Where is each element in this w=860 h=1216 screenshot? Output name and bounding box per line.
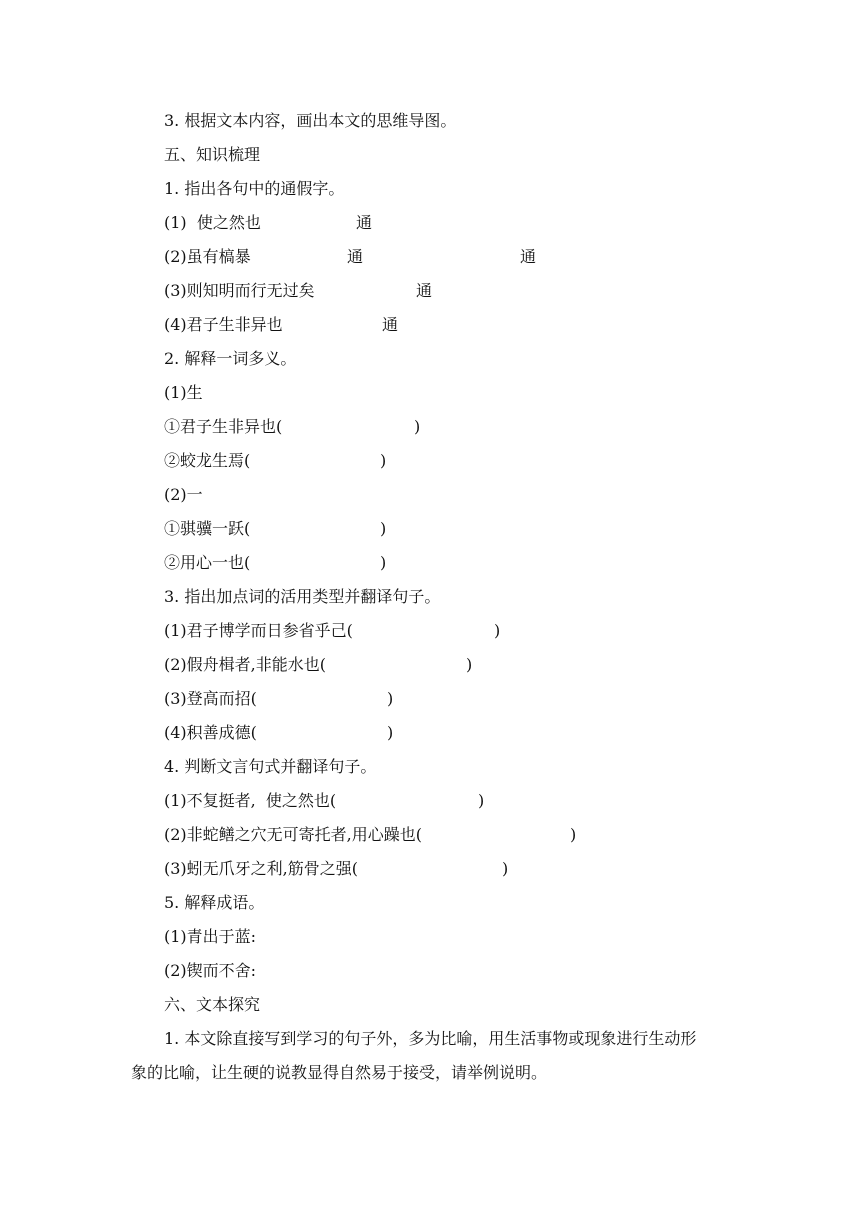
section-6-heading: 六、文本探究 <box>164 995 261 1014</box>
task-3-item-3: (3)登高而招( <box>164 689 257 708</box>
task-2-heading: 2. 解释一词多义。 <box>164 349 297 368</box>
task-2-sheng: (1)生 <box>164 383 203 402</box>
task-1-item-3-tong: 通 <box>416 281 433 300</box>
section-6-question-1-line-2: 象的比喻，让生硬的说教显得自然易于接受，请举例说明。 <box>131 1063 548 1082</box>
task-3-item-1: (1)君子博学而日参省乎己( <box>164 621 353 640</box>
task-1-item-2: (2)虽有槁暴 <box>164 247 251 266</box>
task-1-item-4-tong: 通 <box>382 315 399 334</box>
task-4-item-1: (1)不复挺者, 使之然也( <box>164 791 337 810</box>
task-1-item-2-tong-1: 通 <box>347 247 364 266</box>
task-3-item-2: (2)假舟楫者,非能水也( <box>164 655 326 674</box>
task-2-yi-2: ②用心一也( <box>164 553 251 572</box>
task-4-heading: 4. 判断文言句式并翻译句子。 <box>164 757 377 776</box>
task-1-item-1: (1) 使之然也 <box>164 213 261 232</box>
task-5-item-1: (1)青出于蓝: <box>164 927 257 946</box>
task-4-item-3: (3)蚓无爪牙之利,筋骨之强( <box>164 859 358 878</box>
task-1-item-4: (4)君子生非异也 <box>164 315 283 334</box>
task-2-yi-1: ①骐骥一跃( <box>164 519 251 538</box>
task-1-item-1-tong: 通 <box>356 213 373 232</box>
task-4-item-1-close: ) <box>478 791 485 810</box>
task-4-item-2-close: ) <box>570 825 577 844</box>
task-2-sheng-2-close: ) <box>380 451 387 470</box>
task-3-item-1-close: ) <box>494 621 501 640</box>
task-1-item-2-tong-2: 通 <box>520 247 537 266</box>
question-3-mindmap: 3. 根据文本内容，画出本文的思维导图。 <box>164 111 457 130</box>
task-4-item-3-close: ) <box>502 859 509 878</box>
task-5-item-2: (2)锲而不舍: <box>164 961 257 980</box>
task-3-item-4-close: ) <box>387 723 394 742</box>
task-4-item-2: (2)非蛇鳝之穴无可寄托者,用心躁也( <box>164 825 422 844</box>
task-2-yi: (2)一 <box>164 485 203 504</box>
task-2-yi-2-close: ) <box>380 553 387 572</box>
task-2-sheng-1-close: ) <box>414 417 421 436</box>
task-2-sheng-2: ②蛟龙生焉( <box>164 451 251 470</box>
task-2-sheng-1: ①君子生非异也( <box>164 417 283 436</box>
task-3-heading: 3. 指出加点词的活用类型并翻译句子。 <box>164 587 441 606</box>
task-5-heading: 5. 解释成语。 <box>164 893 265 912</box>
task-1-item-3: (3)则知明而行无过矣 <box>164 281 315 300</box>
section-5-heading: 五、知识梳理 <box>164 145 261 164</box>
section-6-question-1-line-1: 1. 本文除直接写到学习的句子外，多为比喻，用生活事物或现象进行生动形 <box>164 1029 697 1048</box>
task-3-item-2-close: ) <box>466 655 473 674</box>
task-3-item-4: (4)积善成德( <box>164 723 257 742</box>
task-2-yi-1-close: ) <box>380 519 387 538</box>
task-3-item-3-close: ) <box>387 689 394 708</box>
task-1-heading: 1. 指出各句中的通假字。 <box>164 179 345 198</box>
